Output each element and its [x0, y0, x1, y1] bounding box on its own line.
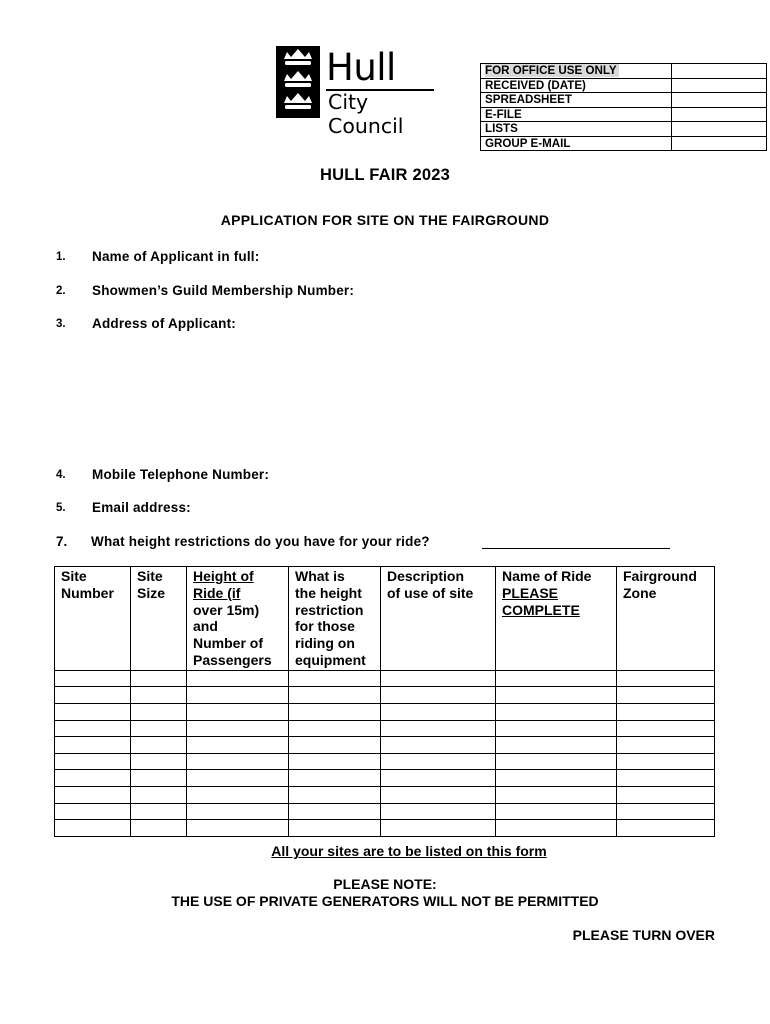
office-row-value-field[interactable] — [672, 122, 767, 137]
table-cell-field[interactable] — [187, 803, 289, 820]
question-4-number: 4. — [56, 469, 66, 481]
table-cell-field[interactable] — [496, 670, 617, 687]
office-row-label: SPREADSHEET — [481, 93, 672, 108]
header-site-number: Site Number — [55, 567, 131, 671]
question-1-label: Name of Applicant in full: — [92, 249, 260, 264]
office-row-label: FOR OFFICE USE ONLY — [481, 64, 672, 79]
table-cell-field[interactable] — [55, 670, 131, 687]
office-row-value-field[interactable] — [672, 64, 767, 79]
table-row — [55, 770, 715, 787]
table-cell-field[interactable] — [55, 737, 131, 754]
table-cell-field[interactable] — [55, 753, 131, 770]
table-row — [55, 803, 715, 820]
sites-table-header-row — [55, 567, 715, 671]
question-1-number: 1. — [56, 251, 66, 263]
table-cell-field[interactable] — [289, 770, 381, 787]
question-5-number: 5. — [56, 502, 66, 514]
table-cell-field[interactable] — [381, 753, 496, 770]
table-cell-field[interactable] — [496, 820, 617, 837]
table-cell-field[interactable] — [187, 720, 289, 737]
table-cell-field[interactable] — [289, 820, 381, 837]
office-row-value-field[interactable] — [672, 78, 767, 93]
table-cell-field[interactable] — [187, 770, 289, 787]
table-cell-field[interactable] — [617, 770, 715, 787]
table-cell-field[interactable] — [55, 786, 131, 803]
question-2-number: 2. — [56, 285, 66, 297]
all-sites-note: All your sites are to be listed on this form — [271, 843, 547, 859]
office-row-label: E-FILE — [481, 107, 672, 122]
generators-warning: THE USE OF PRIVATE GENERATORS WILL NOT BE PERMITTED — [171, 893, 599, 909]
table-cell-field[interactable] — [617, 670, 715, 687]
table-cell-field[interactable] — [131, 820, 187, 837]
height-restriction-answer-line[interactable] — [482, 548, 670, 549]
office-row-value-field[interactable] — [672, 93, 767, 108]
header-height-of-ride: Height of Ride (if over 15m) and Number of Passengers — [187, 567, 289, 671]
office-row-value-field[interactable] — [672, 107, 767, 122]
table-cell-field[interactable] — [496, 803, 617, 820]
office-use-table — [480, 63, 767, 151]
table-row — [55, 820, 715, 837]
table-row — [55, 753, 715, 770]
table-cell-field[interactable] — [617, 753, 715, 770]
office-row — [481, 122, 767, 137]
office-row-value-field[interactable] — [672, 136, 767, 151]
question-3-number: 3. — [56, 318, 66, 330]
table-cell-field[interactable] — [289, 703, 381, 720]
hull-city-council-logo — [276, 46, 446, 138]
table-cell-field[interactable] — [381, 703, 496, 720]
question-7-label: What height restrictions do you have for your ride? — [91, 534, 430, 549]
table-cell-field[interactable] — [187, 753, 289, 770]
table-cell-field[interactable] — [131, 737, 187, 754]
table-cell-field[interactable] — [617, 703, 715, 720]
table-cell-field[interactable] — [187, 737, 289, 754]
header-height-restriction: What is the height restriction for those riding on equipment — [289, 567, 381, 671]
table-cell-field[interactable] — [131, 670, 187, 687]
office-row-label: GROUP E-MAIL — [481, 136, 672, 151]
table-cell-field[interactable] — [617, 720, 715, 737]
form-subtitle: APPLICATION FOR SITE ON THE FAIRGROUND — [220, 212, 550, 228]
table-cell-field[interactable] — [617, 820, 715, 837]
table-cell-field[interactable] — [131, 753, 187, 770]
table-row — [55, 687, 715, 704]
header-description-of-use: Description of use of site — [381, 567, 496, 671]
table-cell-field[interactable] — [496, 687, 617, 704]
table-cell-field[interactable] — [617, 687, 715, 704]
table-cell-field[interactable] — [381, 803, 496, 820]
table-cell-field[interactable] — [131, 770, 187, 787]
table-cell-field[interactable] — [381, 770, 496, 787]
table-cell-field[interactable] — [131, 786, 187, 803]
table-cell-field[interactable] — [289, 753, 381, 770]
office-row — [481, 136, 767, 151]
logo-text-hull: Hull — [326, 46, 396, 89]
question-3-label: Address of Applicant: — [92, 316, 236, 331]
table-cell-field[interactable] — [381, 737, 496, 754]
office-row — [481, 64, 767, 79]
table-cell-field[interactable] — [381, 670, 496, 687]
table-cell-field[interactable] — [496, 737, 617, 754]
table-cell-field[interactable] — [289, 786, 381, 803]
logo-text-city-council: City Council — [328, 90, 404, 138]
sites-table — [54, 566, 715, 837]
table-cell-field[interactable] — [187, 786, 289, 803]
table-cell-field[interactable] — [131, 703, 187, 720]
table-cell-field[interactable] — [289, 670, 381, 687]
office-row — [481, 93, 767, 108]
table-row — [55, 670, 715, 687]
question-4-label: Mobile Telephone Number: — [92, 467, 270, 482]
table-cell-field[interactable] — [381, 687, 496, 704]
table-cell-field[interactable] — [289, 720, 381, 737]
table-cell-field[interactable] — [187, 670, 289, 687]
table-cell-field[interactable] — [617, 803, 715, 820]
table-cell-field[interactable] — [289, 803, 381, 820]
table-cell-field[interactable] — [55, 720, 131, 737]
table-cell-field[interactable] — [381, 786, 496, 803]
table-cell-field[interactable] — [289, 687, 381, 704]
table-row — [55, 786, 715, 803]
table-cell-field[interactable] — [187, 820, 289, 837]
question-2-label: Showmen’s Guild Membership Number: — [92, 283, 355, 298]
table-cell-field[interactable] — [131, 687, 187, 704]
office-row-label: LISTS — [481, 122, 672, 137]
table-cell-field[interactable] — [496, 720, 617, 737]
table-cell-field[interactable] — [131, 803, 187, 820]
question-5-label: Email address: — [92, 500, 191, 515]
table-cell-field[interactable] — [381, 720, 496, 737]
please-turn-over: PLEASE TURN OVER — [572, 927, 715, 943]
table-cell-field[interactable] — [496, 753, 617, 770]
office-row — [481, 107, 767, 122]
table-cell-field[interactable] — [55, 770, 131, 787]
office-row-label: RECEIVED (DATE) — [481, 78, 672, 93]
table-cell-field[interactable] — [55, 687, 131, 704]
table-cell-field[interactable] — [496, 770, 617, 787]
header-site-size: Site Size — [131, 567, 187, 671]
table-cell-field[interactable] — [381, 820, 496, 837]
table-cell-field[interactable] — [187, 703, 289, 720]
table-cell-field[interactable] — [617, 786, 715, 803]
table-row — [55, 703, 715, 720]
table-cell-field[interactable] — [617, 737, 715, 754]
table-cell-field[interactable] — [289, 737, 381, 754]
question-7-number: 7. — [56, 534, 68, 549]
table-row — [55, 720, 715, 737]
table-cell-field[interactable] — [55, 820, 131, 837]
sites-table-body — [55, 670, 715, 836]
table-cell-field[interactable] — [55, 803, 131, 820]
table-cell-field[interactable] — [55, 703, 131, 720]
page-title: HULL FAIR 2023 — [320, 166, 450, 184]
table-cell-field[interactable] — [187, 687, 289, 704]
header-name-of-ride: Name of Ride PLEASE COMPLETE — [496, 567, 617, 671]
please-note-heading: PLEASE NOTE: — [333, 876, 437, 892]
table-cell-field[interactable] — [496, 703, 617, 720]
crowns-shield-icon — [276, 46, 320, 118]
table-cell-field[interactable] — [496, 786, 617, 803]
table-row — [55, 737, 715, 754]
office-row — [481, 78, 767, 93]
header-fairground-zone: Fairground Zone — [617, 567, 715, 671]
table-cell-field[interactable] — [131, 720, 187, 737]
